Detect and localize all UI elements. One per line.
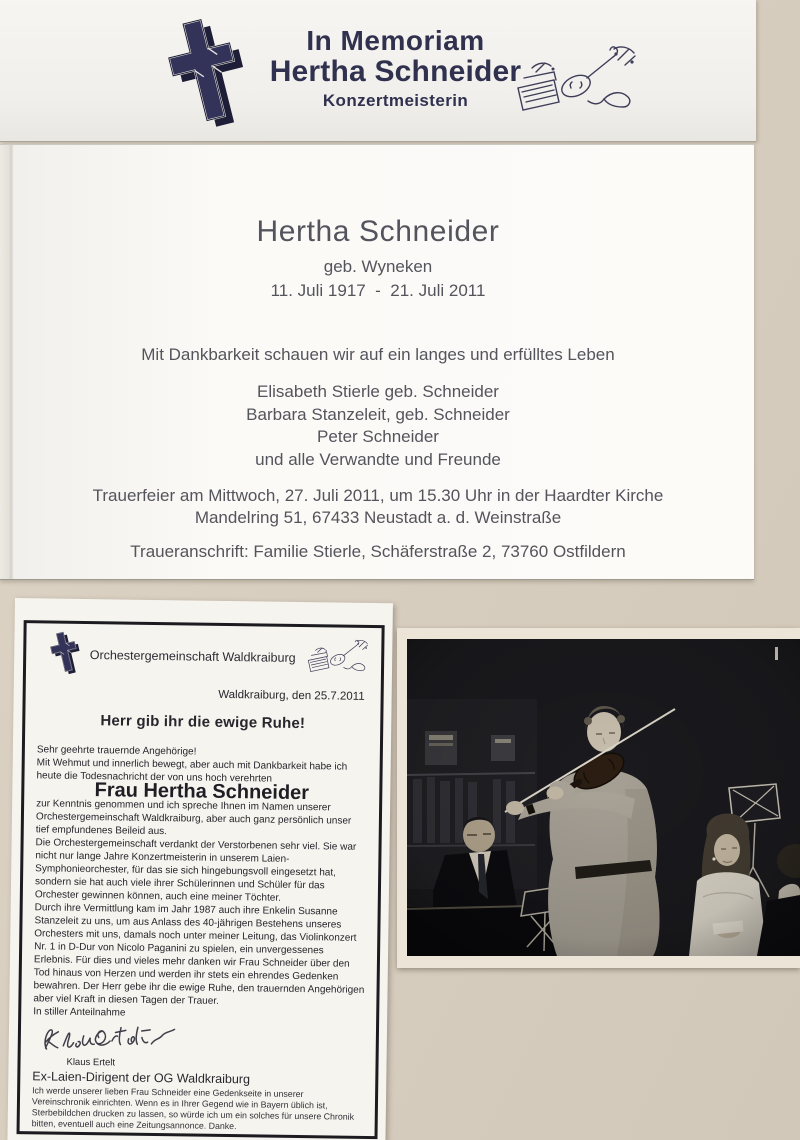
mourner-line: Elisabeth Stierle geb. Schneider	[257, 382, 499, 401]
funeral-line: Mandelring 51, 67433 Neustadt a. d. Weinstraße	[194, 507, 562, 527]
violinist-photo-illustration	[407, 639, 800, 956]
letter-postscript: Ich werde unserer lieben Frau Schneider eine Gedenkseite in unserer Vereinschronik einrichten. Wenn es in Ihrer Gegend wie in Bayern üblich ist, Sterbebildchen drucken zu lassen, so würde ich um ein solches für unsere Chronik bitten, eventuell auch eine Zeitungsannonce. Danke.	[31, 1085, 355, 1131]
condolence-address: Traueranschrift: Familie Stierle, Schäferstraße 2, 73760 Ostfildern	[130, 542, 626, 561]
letter-highlight-name: Frau Hertha Schneider	[94, 779, 310, 805]
letter-heading: Herr gib ihr die ewige Ruhe!	[100, 712, 306, 733]
tribute-line: Mit Dankbarkeit schauen wir auf ein langes und erfülltes Leben	[141, 345, 615, 364]
header-line-in-memoriam: In Memoriam	[306, 25, 485, 56]
letter-paragraph: Die Orchestergemeinschaft verdankt der Verstorbenen sehr viel. Sie war nicht nur lange Jahre Konzertmeisterin in unserem Laien-Symphonieorchester, für das sie sich hingebungsvoll eingesetzt hat, sondern sie hat auch viele ihrer Schülerinnen und Schüler für das Orchester gewinnen können, auch eine meiner Töchter.	[34, 837, 357, 904]
photo-image-area	[407, 639, 800, 956]
condolence-letter	[7, 598, 393, 1140]
letter-border-frame	[17, 620, 385, 1139]
organization-name: Orchestergemeinschaft Waldkraiburg	[89, 648, 296, 665]
header-line-name: Hertha Schneider	[269, 55, 522, 89]
birth-name: geb. Wyneken	[323, 257, 433, 276]
in-memoriam-header-card	[0, 0, 756, 142]
signer-name: Klaus Ertelt	[66, 1056, 116, 1069]
funeral-line: Trauerfeier am Mittwoch, 27. Juli 2011, um 15.30 Uhr in der Haardter Kirche	[92, 486, 664, 505]
letter-cross-icon	[46, 629, 83, 674]
letter-dateline: Waldkraiburg, den 25.7.2011	[218, 688, 365, 703]
mourner-line: Peter Schneider	[317, 427, 439, 446]
mourner-line: und alle Verwandte und Freunde	[255, 449, 501, 469]
letter-closing: In stiller Anteilnahme	[33, 1006, 126, 1019]
signature-script	[37, 1021, 187, 1053]
funeral-details	[8, 485, 748, 528]
letter-music-emblem-icon	[303, 635, 370, 679]
memorial-photo	[397, 628, 800, 968]
letter-intro: Mit Wehmut und innerlich bewegt, aber auch mit Dankbarkeit habe ich heute die Todesnachricht der von uns hoch verehrten	[36, 757, 348, 785]
page-title	[248, 26, 543, 110]
death-announcement-card	[0, 144, 754, 580]
memorial-cross-icon	[158, 14, 250, 128]
music-emblem-icon	[508, 38, 638, 123]
deceased-name: Hertha Schneider	[256, 215, 500, 248]
life-dates: 11. Juli 1917 - 21. Juli 2011	[270, 281, 486, 300]
header-line-role: Konzertmeisterin	[322, 90, 469, 110]
mourners-list	[8, 381, 748, 471]
letter-salutation: Sehr geehrte trauernde Angehörige!	[36, 744, 197, 758]
letter-paragraph: Durch ihre Vermittlung kam im Jahr 1987 auch ihre Enkelin Susanne Stanzeleit zu uns, um aus Anlass des 40-jährigen Bestehens unseres Orchesters mit uns, damals noch unter meiner Leitung, das Violinkonzert Nr. 1 in D-Dur von Nicolo Paganini zu spielen, ein unvergessenes Erlebnis. Für dies und vieles mehr danken wir Frau Schneider über den Tod hinaus von Herzen und werden ihr stets ein ehrendes Gedenken bewahren. Der Herr gebe ihr die ewige Ruhe, den trauernden Angehörigen aber viel Kraft in diesen Tagen der Trauer.	[33, 902, 365, 1007]
letter-paragraph: zur Kenntnis genommen und ich spreche Ihnen im Namen unserer Orchestergemeinschaft Waldkraiburg, aber auch ganz persönlich unser tief empfundenes Beileid aus.	[35, 798, 352, 838]
signer-title: Ex-Laien-Dirigent der OG Waldkraiburg	[32, 1069, 251, 1087]
mourner-line: Barbara Stanzeleit, geb. Schneider	[246, 404, 510, 424]
